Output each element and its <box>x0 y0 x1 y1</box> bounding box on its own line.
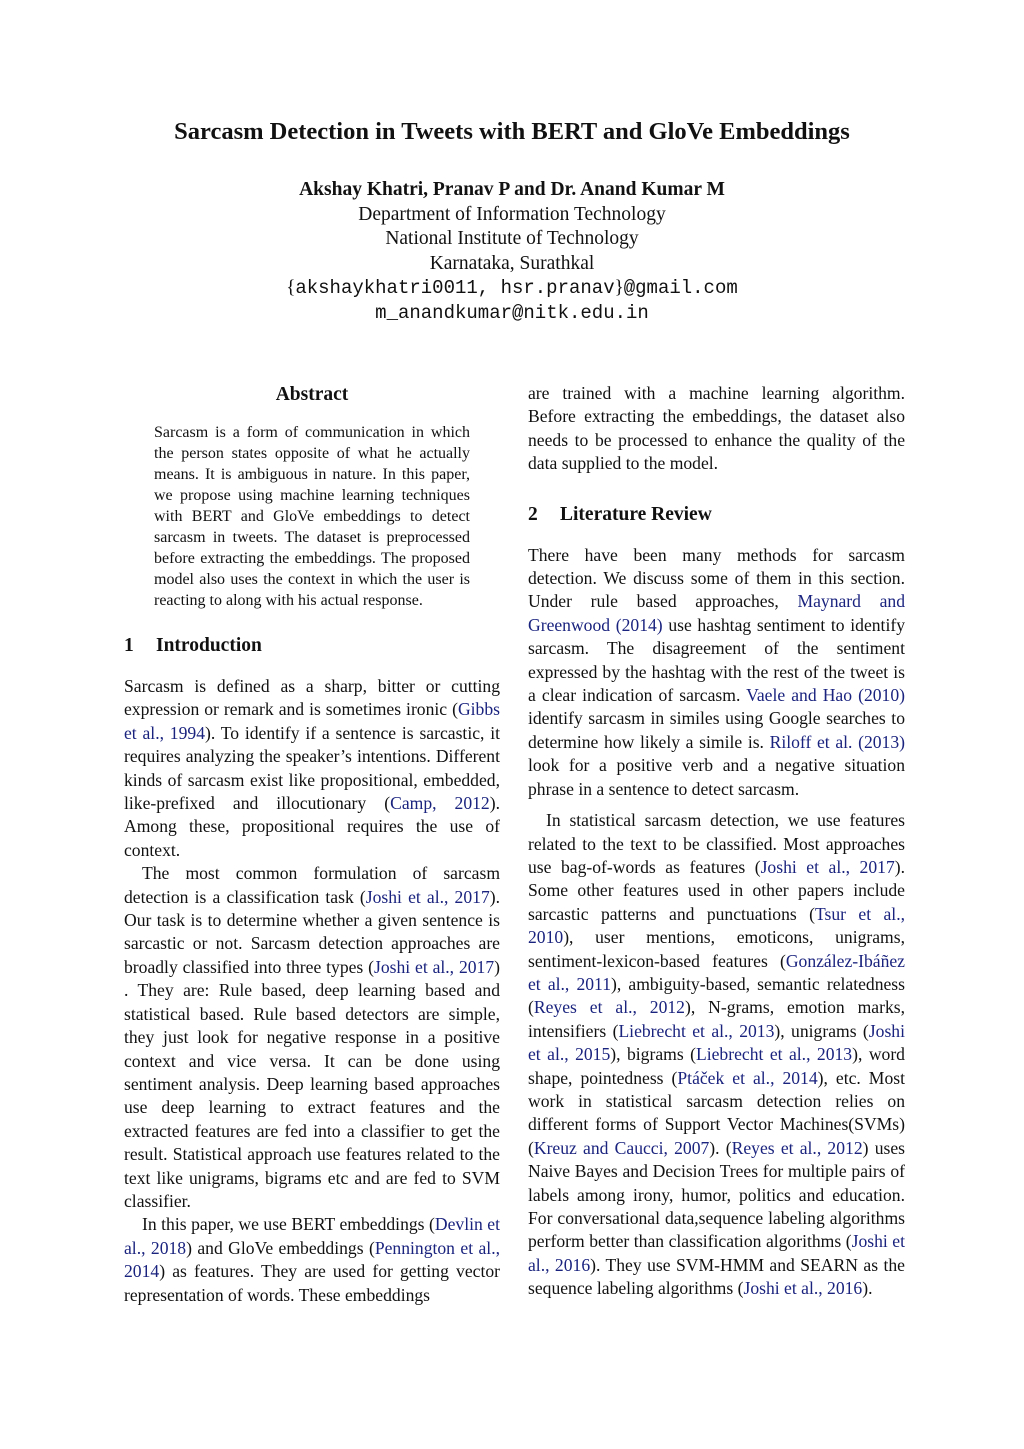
author-names: Akshay Khatri, Pranav P and Dr. Anand Kumar M <box>299 179 725 200</box>
text-run: ). They use SVM-HMM and SEARN as the sequence labeling algorithms ( <box>528 1254 905 1299</box>
text-run: ) . They are: Rule based, deep learning based and statistical based. Rule based detectors are simple, they just look for negative response in a positive context and vice versa. It can be done using sentiment analysis. Deep learning based approaches use deep learning to extract features and the extracted features are fed into a classifier to get the result. Statistical approach use features related to the text like unigrams, bigrams etc and are fed to SVM classifier. <box>124 956 500 1211</box>
text-run: ), user mentions, emoticons, unigrams, sentiment-lexicon-based features ( <box>528 927 905 971</box>
citation-link[interactable]: Kreuz and Caucci, 2007 <box>533 1137 710 1158</box>
citation-link[interactable]: Joshi et al., 2016 <box>528 1231 905 1275</box>
text-run: use hashtag sentiment to identify sarcasm. The disagreement of the sentiment expressed by the hashtag with the rest of the tweet is a clear indication of sarcasm. <box>528 614 905 706</box>
citation-link[interactable]: Tsur et al., 2010 <box>528 903 905 948</box>
citation-link[interactable]: Joshi et al., 2016 <box>743 1278 863 1299</box>
text-run: ). Among these, propositional requires the use of context. <box>124 793 500 860</box>
citation-link[interactable]: Ptáček et al., 2014 <box>677 1067 818 1088</box>
text-run: In statistical sarcasm detection, we use features related to the text to be classified. Most approaches use bag-of-words as features ( <box>528 810 905 877</box>
citation-link[interactable]: Joshi et al., 2017 <box>760 856 895 877</box>
email-domain: @gmail.com <box>623 277 738 299</box>
citation-link[interactable]: Maynard and Greenwood (2014) <box>528 591 906 635</box>
text-run: look for a positive verb and a negative situation phrase in a sentence to detect sarcasm. <box>528 755 905 799</box>
text-run: ), ambiguity-based, semantic relatedness ( <box>528 973 905 1018</box>
abstract-heading: Abstract <box>275 384 349 405</box>
brace-close: } <box>614 277 624 298</box>
text-run: identify sarcasm in similes using Google searches to determine how likely a simile is. <box>528 708 905 752</box>
citation-link[interactable]: Joshi et al., 2015 <box>528 1020 905 1065</box>
text-run: There have been many methods for sarcasm detection. We discuss some of them in this section. Under rule based approaches, <box>528 544 905 612</box>
text-run: In this paper, we use BERT embeddings ( <box>142 1214 435 1235</box>
text-run: ), bigrams ( <box>610 1044 696 1065</box>
citation-link[interactable]: Liebrecht et al., 2013 <box>618 1020 775 1041</box>
abstract-text: Sarcasm is a form of communication in which the person states opposite of what he actually means. It is ambiguous in nature. In this paper, we propose using machine learning techniques with BERT and GloVe embeddings to detect sarcasm in tweets. The dataset is preprocessed before extracting the embeddings. The proposed model also uses the context in which the user is reacting to along with his actual response. <box>154 424 470 609</box>
intro-paragraph-2 <box>124 862 500 1213</box>
text-run: ). Some other features used in other papers include sarcastic patterns and punctuations ( <box>528 856 906 924</box>
text-run: ), etc. Most work in statistical sarcasm detection relies on different forms of Support Vector Machines(SVMs) ( <box>528 1067 905 1158</box>
lit-paragraph-2 <box>528 809 905 1301</box>
text-run: ). ( <box>709 1137 732 1158</box>
author-email-2: m_anandkumar@nitk.edu.in <box>375 301 649 324</box>
citation-link[interactable]: Camp, 2012 <box>390 793 490 814</box>
citation-link[interactable]: Joshi et al., 2017 <box>365 886 490 907</box>
citation-link[interactable]: Devlin et al., 2018 <box>124 1214 500 1258</box>
right-column <box>528 382 905 1301</box>
lit-paragraph-1 <box>528 544 905 801</box>
text-run: ). Our task is to determine whether a given sentence is sarcastic or not. Sarcasm detection approaches are broadly classified into three types ( <box>124 886 501 977</box>
text-run: ). <box>862 1278 873 1299</box>
citation-link[interactable]: Reyes et al., 2012 <box>533 997 685 1018</box>
text-run: ). To identify if a sentence is sarcastic, it requires analyzing the speaker’s intentions. Different kinds of sarcasm exist like propositional, embedded, like-prefixed and illocutionary ( <box>124 722 500 814</box>
citation-link[interactable]: Riloff et al. (2013) <box>769 731 905 752</box>
section-number: 1 <box>124 635 134 656</box>
author-location: Karnataka, Surathkal <box>429 252 595 274</box>
author-department: Department of Information Technology <box>358 203 666 225</box>
section-title: Literature Review <box>560 503 712 525</box>
citation-link[interactable]: Pennington et al., 2014 <box>124 1237 500 1282</box>
text-run: The most common formulation of sarcasm detection is a classification task ( <box>124 863 500 907</box>
text-run: ), unigrams ( <box>774 1020 869 1041</box>
paper-title: Sarcasm Detection in Tweets with BERT and GloVe Embeddings <box>174 118 850 145</box>
text-run: ) as features. They are used for getting vector representation of words. These embeddings <box>124 1261 500 1305</box>
author-block <box>0 178 1024 325</box>
citation-link[interactable]: Gibbs et al., 1994 <box>124 699 500 743</box>
author-institute: National Institute of Technology <box>385 228 639 249</box>
author-email-1 <box>0 276 1024 301</box>
intro-paragraph-3-continued: are trained with a machine learning algorithm. Before extracting the embeddings, the dataset also needs to be processed to enhance the quality of the data supplied to the model. <box>528 383 905 474</box>
section-number: 2 <box>528 503 538 525</box>
text-run: ), N-grams, emotion marks, intensifiers ( <box>528 997 905 1041</box>
intro-paragraph-1 <box>124 675 500 862</box>
text-run: ) and GloVe embeddings ( <box>186 1237 375 1258</box>
citation-link[interactable]: Reyes et al., 2012 <box>731 1137 863 1158</box>
email-names: akshaykhatri0011, hsr.pranav <box>295 277 615 299</box>
citation-link[interactable]: González-Ibáñez et al., 2011 <box>528 950 905 994</box>
citation-link[interactable]: Liebrecht et al., 2013 <box>695 1044 853 1065</box>
brace-open: { <box>286 277 296 298</box>
citation-link[interactable]: Joshi et al., 2017 <box>374 956 495 977</box>
text-run: ) uses Naive Bayes and Decision Trees for multiple pairs of labels among irony, humor, politics and education. For conversational data,sequence labeling algorithms perform better than classification algorithms ( <box>528 1137 905 1252</box>
section-heading-introduction <box>124 633 500 659</box>
left-column <box>124 382 500 1307</box>
intro-paragraph-3 <box>124 1213 500 1307</box>
text-run: ), word shape, pointedness ( <box>528 1044 905 1088</box>
citation-link[interactable]: Vaele and Hao (2010) <box>746 685 905 706</box>
text-run: Sarcasm is defined as a sharp, bitter or cutting expression or remark and is sometimes ironic ( <box>124 676 500 720</box>
section-heading-literature-review <box>528 502 905 528</box>
section-title: Introduction <box>156 635 262 656</box>
